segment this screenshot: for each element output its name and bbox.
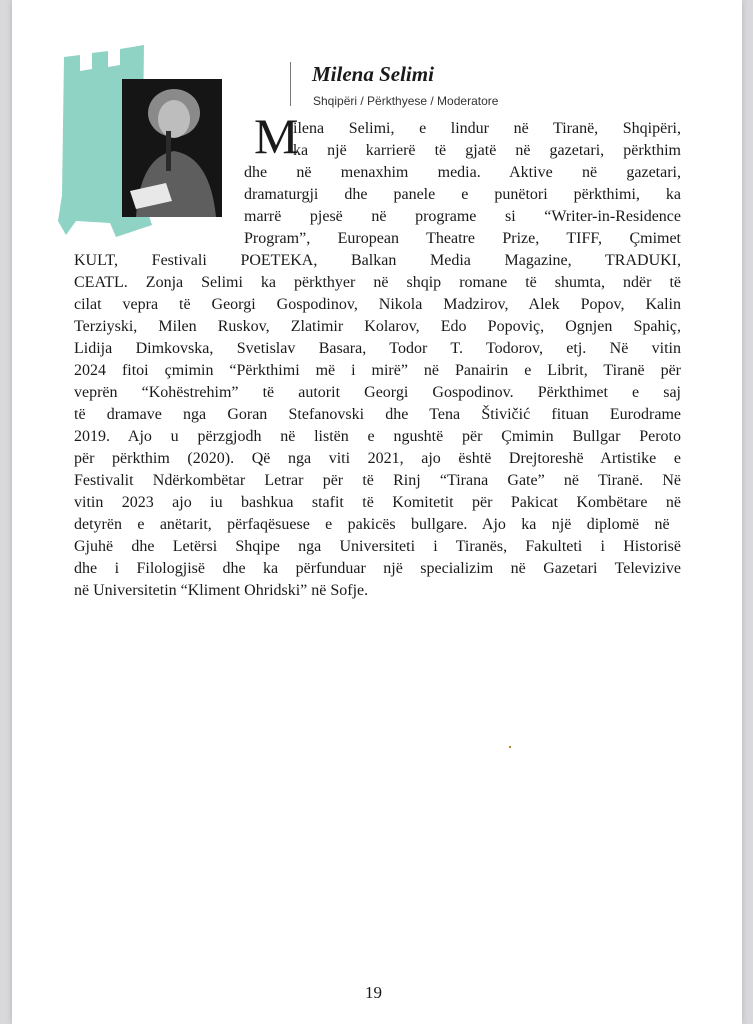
document-page xyxy=(12,0,742,1024)
bio-line: Festivalit Ndërkombëtar Letrar për të Rinj “Tirana Gate” në Tiranë. Në xyxy=(74,472,681,489)
author-roles: Shqipëri / Përkthyese / Moderatore xyxy=(313,94,499,108)
bio-line: 2024 fitoi çmimin “Përkthimi më i mirë” në Panairin e Librit, Tiranë për xyxy=(74,362,681,379)
bio-line: ka një karrierë të gjatë në gazetari, përkthim xyxy=(293,142,681,159)
author-photo xyxy=(122,79,222,217)
stray-mark xyxy=(509,746,511,748)
bio-line: ilena Selimi, e lindur në Tiranë, Shqipëri, xyxy=(293,120,681,137)
bio-line: marrë pjesë në programe si “Writer-in-Residence xyxy=(244,208,681,225)
bio-line: 2019. Ajo u përzgjodh në listën e ngushtë për Çmimin Bullgar Peroto xyxy=(74,428,681,445)
bio-line: CEATL. Zonja Selimi ka përkthyer në shqip romane të shumta, ndër të xyxy=(74,274,681,291)
bio-line: Gjuhë dhe Letërsi Shqipe nga Universiteti i Tiranës, Fakulteti i Historisë xyxy=(74,538,681,555)
drop-cap: M xyxy=(254,108,299,164)
bio-line: KULT, Festivali POETEKA, Balkan Media Magazine, TRADUKI, xyxy=(74,252,681,269)
page-number: 19 xyxy=(365,983,382,1002)
bio-line: për përkthim (2020). Që nga viti 2021, ajo është Drejtoreshë Artistike e xyxy=(74,450,681,467)
bio-line: dhe i Filologjisë dhe ka përfunduar një specializim në Gazetari Televizive xyxy=(74,560,681,577)
bio-line: dramaturgji dhe panele e punëtori përkthimi, ka xyxy=(244,186,681,203)
bio-line: vitin 2023 ajo iu bashkua stafit të Komitetit për Pakicat Kombëtare në xyxy=(74,494,681,511)
bio-line: në Universitetin “Kliment Ohridski” në Sofje. xyxy=(74,582,369,599)
bio-line: detyrën e anëtarit, përfaqësuese e pakicës bullgare. Ajo ka një diplomë në xyxy=(74,516,670,533)
bio-line: Terziyski, Milen Ruskov, Zlatimir Kolarov, Edo Popoviç, Ognjen Spahiç, xyxy=(74,318,681,335)
bio-line: Lidija Dimkovska, Svetislav Basara, Todor T. Todorov, etj. Në vitin xyxy=(74,340,681,357)
bio-line: dhe në menaxhim media. Aktive në gazetari, xyxy=(244,164,681,181)
bio-line: të dramave nga Goran Stefanovski dhe Tena Štivičić fituan Eurodrame xyxy=(74,406,681,423)
title-divider xyxy=(290,62,291,106)
bio-line: cilat vepra të Georgi Gospodinov, Nikola Madzirov, Alek Popov, Kalin xyxy=(74,296,681,313)
bio-line: veprën “Kohëstrehim” të autorit Georgi Gospodinov. Përkthimet e saj xyxy=(74,384,681,401)
bio-line: Program”, European Theatre Prize, TIFF, Çmimet xyxy=(244,230,681,247)
author-name: Milena Selimi xyxy=(312,62,434,86)
